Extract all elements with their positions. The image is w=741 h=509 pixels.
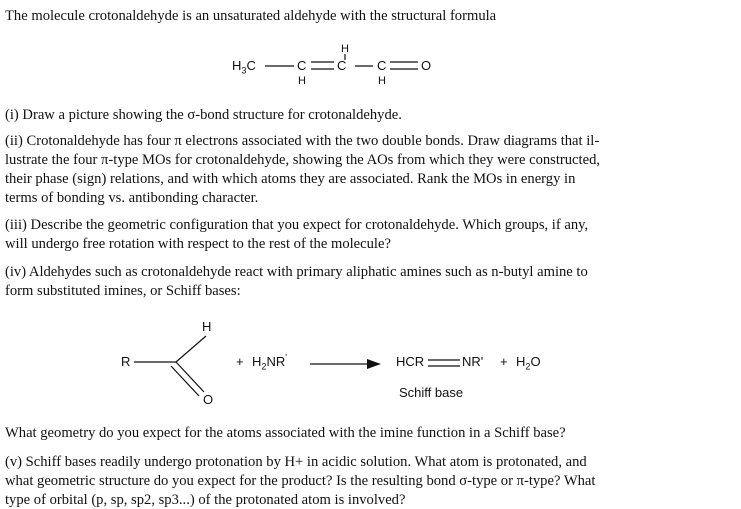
aldehyde-hydrogen: H (202, 319, 212, 334)
question-6-line-3: type of orbital (p, sp, sp2, sp3...) of the protonated atom is involved? (5, 492, 406, 508)
carbon-3: C (377, 58, 387, 73)
product-nr: NR' (462, 354, 484, 369)
carbon-3-hydrogen: H (378, 75, 386, 87)
water-product: $H_2O$ (516, 354, 541, 372)
question-5: What geometry do you expect for the atoms associated with the imine function in a Schiff base? (5, 425, 566, 441)
bond-center-h (176, 336, 206, 362)
bond-center-o-b (171, 366, 199, 396)
plus-sign-1: + (236, 354, 244, 369)
oxygen-atom: O (421, 58, 432, 73)
question-2-line-1: (ii) Crotonaldehyde has four π electrons associated with the two double bonds. Draw diagrams that il- (5, 133, 600, 149)
carbon-2-hydrogen: H (341, 43, 349, 55)
product-hcr: HCR (396, 354, 425, 369)
schiff-base-label: Schiff base (399, 385, 464, 400)
question-6-line-2: what geometric structure do you expect for the product? Is the resulting bond σ-type or π-type? What (5, 473, 596, 489)
question-6-line-1: (v) Schiff bases readily undergo protonation by H+ in acidic solution. What atom is protonated, and (5, 454, 587, 470)
carbon-2: C (337, 58, 347, 73)
carbon-1-hydrogen: H (298, 75, 306, 87)
question-3-line-1: (iii) Describe the geometric configuration that you expect for crotonaldehyde. Which groups, if any, (5, 217, 589, 233)
question-2-line-2: lustrate the four π-type MOs for crotonaldehyde, showing the AOs from which they were constructed, (5, 152, 601, 168)
bond-center-o-a (176, 362, 204, 392)
question-1: (i) Draw a picture showing the σ-bond structure for crotonaldehyde. (5, 107, 402, 123)
plus-sign-2: + (500, 354, 508, 369)
question-2-line-4: terms of bonding vs. antibonding character. (5, 190, 259, 206)
methyl-group: $H_3C$ (232, 58, 256, 76)
question-2-line-3: their phase (sign) relations, and with which atoms they are associated. Rank the MOs in energy in (5, 171, 576, 187)
reaction-arrow-head (367, 359, 381, 369)
aldehyde-oxygen: O (203, 392, 214, 407)
r-group: R (121, 354, 131, 369)
question-4-line-2: form substituted imines, or Schiff bases: (5, 283, 241, 299)
question-3-line-2: will undergo free rotation with respect to the rest of the molecule? (5, 236, 391, 252)
carbon-1: C (297, 58, 307, 73)
intro-text: The molecule crotonaldehyde is an unsaturated aldehyde with the structural formula (5, 8, 497, 24)
amine-reagent: $H_2NR'$ (252, 352, 287, 372)
question-4-line-1: (iv) Aldehydes such as crotonaldehyde react with primary aliphatic amines such as n-butyl amine to (5, 264, 588, 280)
